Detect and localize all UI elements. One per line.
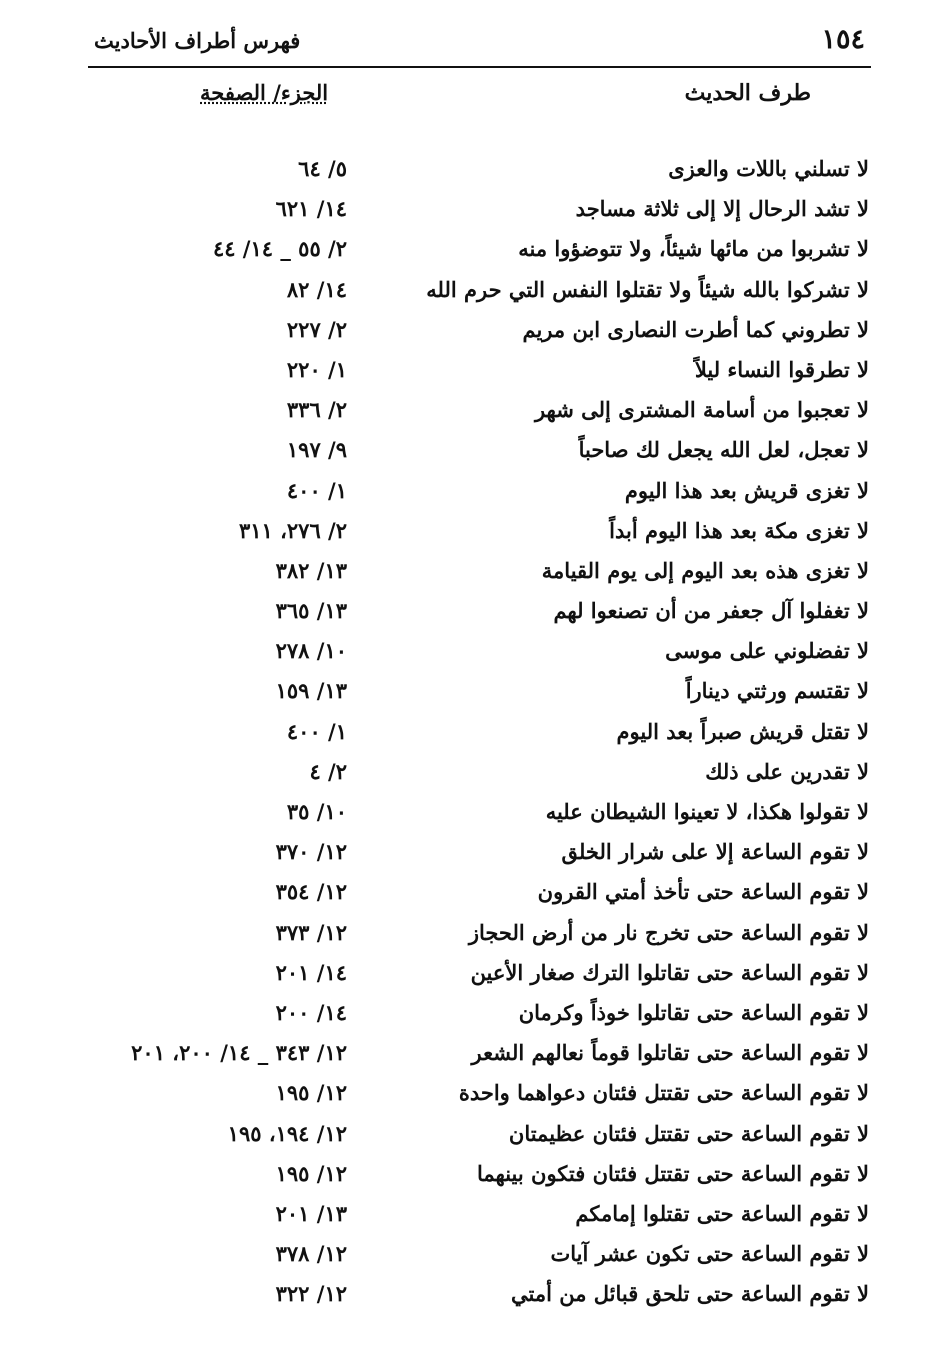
- hadith-index-list: [0, 152, 949, 1317]
- volume-page-ref: ١/ ٤٠٠: [286, 477, 347, 503]
- hadith-text: لا تقتسم ورثتي ديناراً: [685, 678, 869, 704]
- hadith-text: لا تقدرين على ذلك: [705, 758, 869, 784]
- index-entry: [0, 152, 949, 192]
- index-entry: [0, 1197, 949, 1237]
- hadith-text: لا تقوم الساعة حتى تأخذ أمتي القرون: [537, 879, 869, 905]
- hadith-text: لا تشد الرحال إلا إلى ثلاثة مساجد: [575, 196, 869, 222]
- index-entry: [0, 755, 949, 795]
- volume-page-ref: ١٣/ ٣٨٢: [275, 557, 347, 583]
- volume-page-ref: ١٤/ ٢٠١: [275, 959, 347, 985]
- index-entry: [0, 192, 949, 232]
- volume-page-ref: ١٢/ ٣٧٨: [275, 1241, 347, 1267]
- volume-page-ref: ٩/ ١٩٧: [286, 437, 347, 463]
- volume-page-ref: ١٣/ ١٥٩: [275, 678, 347, 704]
- hadith-text: لا تقوم الساعة حتى تخرج نار من أرض الحجاز: [468, 919, 869, 945]
- index-entry: [0, 594, 949, 634]
- index-entry: [0, 1117, 949, 1157]
- index-entry: [0, 393, 949, 433]
- running-title: فهرس أطراف الأحاديث: [94, 28, 301, 53]
- column-headers: [0, 80, 949, 114]
- hadith-text: لا تغزى هذه بعد اليوم إلى يوم القيامة: [541, 557, 869, 583]
- hadith-text: لا تشركوا بالله شيئاً ولا تقتلوا النفس التي حرم الله: [426, 276, 869, 302]
- volume-page-ref: ٢/ ٢٧٦، ٣١١: [238, 517, 347, 543]
- index-entry: [0, 433, 949, 473]
- volume-page-ref: ١٢/ ١٩٤، ١٩٥: [227, 1120, 347, 1146]
- index-entry: [0, 554, 949, 594]
- index-entry: [0, 795, 949, 835]
- hadith-text: لا تقوم الساعة حتى تقتتل فئتان دعواهما واحدة: [458, 1080, 869, 1106]
- index-entry: [0, 273, 949, 313]
- volume-page-ref: ١٠/ ٣٥: [286, 799, 347, 824]
- volume-page-ref: ١٢/ ٣٧٣: [275, 919, 347, 945]
- volume-page-ref: ٥/ ٦٤: [298, 156, 347, 181]
- hadith-text: لا تفضلوني على موسى: [665, 638, 869, 664]
- hadith-text: لا تطرقوا النساء ليلاً: [694, 356, 869, 382]
- volume-page-ref: ٢/ ٤: [309, 758, 347, 784]
- volume-page-ref: ١/ ٢٢٠: [286, 356, 347, 382]
- hadith-text: لا تقوم الساعة حتى تقتتل فئتان عظيمتان: [508, 1120, 869, 1146]
- index-entry: [0, 1036, 949, 1076]
- volume-page-ref: ١٢/ ٣٤٣ _ ١٤/ ٢٠٠، ٢٠١: [131, 1040, 347, 1066]
- volume-page-ref: ١٣/ ٣٦٥: [275, 598, 347, 624]
- index-entry: [0, 232, 949, 272]
- hadith-text: لا تقوم الساعة إلا على شرار الخلق: [561, 839, 869, 865]
- volume-page-ref: ١٣/ ٢٠١: [275, 1200, 347, 1226]
- index-entry: [0, 715, 949, 755]
- volume-page-ref: ١٤/ ٨٢: [286, 276, 347, 302]
- index-entry: [0, 634, 949, 674]
- index-entry: [0, 514, 949, 554]
- hadith-text: لا تغزى قريش بعد هذا اليوم: [624, 477, 869, 503]
- index-entry: [0, 1277, 949, 1317]
- page-number: ١٥٤: [821, 24, 865, 55]
- volume-page-ref: ٢/ ٢٢٧: [286, 316, 347, 342]
- index-entry: [0, 1157, 949, 1197]
- volume-page-ref: ١٢/ ٣٧٠: [275, 839, 347, 865]
- index-entry: [0, 1076, 949, 1116]
- index-entry: [0, 474, 949, 514]
- index-entry: [0, 996, 949, 1036]
- index-entry: [0, 956, 949, 996]
- volume-page-ref: ١/ ٤٠٠: [286, 718, 347, 744]
- volume-page-ref: ٢/ ٥٥ _ ١٤/ ٤٤: [212, 236, 347, 262]
- hadith-text: لا تعجل، لعل الله يجعل لك صاحباً: [578, 437, 869, 463]
- hadith-text: لا تقوم الساعة حتى تقتلوا إمامكم: [575, 1200, 869, 1226]
- volume-page-ref: ١٢/ ١٩٥: [275, 1160, 347, 1186]
- hadith-text: لا تشربوا من مائها شيئاً، ولا تتوضؤوا منه: [518, 236, 869, 262]
- hadith-text: لا تقوم الساعة حتى تقتتل فئتان فتكون بينهما: [476, 1160, 869, 1186]
- hadith-text: لا تغزى مكة بعد هذا اليوم أبداً: [609, 517, 869, 543]
- hadith-text: لا تقولوا هكذا، لا تعينوا الشيطان عليه: [545, 799, 869, 824]
- index-entry: [0, 875, 949, 915]
- hadith-text: لا تقوم الساعة حتى تقاتلوا خوذاً وكرمان: [518, 999, 869, 1025]
- hadith-text: لا تقوم الساعة حتى تقاتلوا الترك صغار الأعين: [470, 959, 869, 985]
- index-entry: [0, 674, 949, 714]
- column-header-hadith: طرف الحديث: [684, 80, 811, 106]
- index-entry: [0, 313, 949, 353]
- hadith-text: لا تسلني باللات والعزى: [668, 156, 869, 181]
- volume-page-ref: ١٢/ ٣٢٢: [275, 1281, 347, 1307]
- hadith-text: لا تغفلوا آل جعفر من أن تصنعوا لهم: [553, 598, 869, 624]
- volume-page-ref: ١٤/ ٢٠٠: [275, 999, 347, 1025]
- volume-page-ref: ٢/ ٣٣٦: [286, 397, 347, 423]
- hadith-text: لا تقوم الساعة حتى تقاتلوا قوماً نعالهم الشعر: [471, 1040, 869, 1066]
- volume-page-ref: ١٢/ ١٩٥: [275, 1080, 347, 1106]
- hadith-text: لا تعجبوا من أسامة المشترى إلى شهر: [534, 397, 869, 423]
- volume-page-ref: ١٠/ ٢٧٨: [275, 638, 347, 664]
- volume-page-ref: ١٤/ ٦٢١: [275, 196, 347, 222]
- index-entry: [0, 916, 949, 956]
- hadith-text: لا تطروني كما أطرت النصارى ابن مريم: [522, 316, 869, 342]
- hadith-text: لا تقوم الساعة حتى تكون عشر آيات: [550, 1241, 869, 1267]
- index-entry: [0, 835, 949, 875]
- running-head: [88, 22, 871, 62]
- index-entry: [0, 353, 949, 393]
- hadith-text: لا تقتل قريش صبراً بعد اليوم: [616, 718, 869, 744]
- column-header-reference: الجزء/ الصفحة: [200, 80, 329, 105]
- index-entry: [0, 1237, 949, 1277]
- volume-page-ref: ١٢/ ٣٥٤: [275, 879, 347, 905]
- hadith-text: لا تقوم الساعة حتى تلحق قبائل من أمتي: [511, 1281, 869, 1307]
- header-rule: [88, 66, 871, 68]
